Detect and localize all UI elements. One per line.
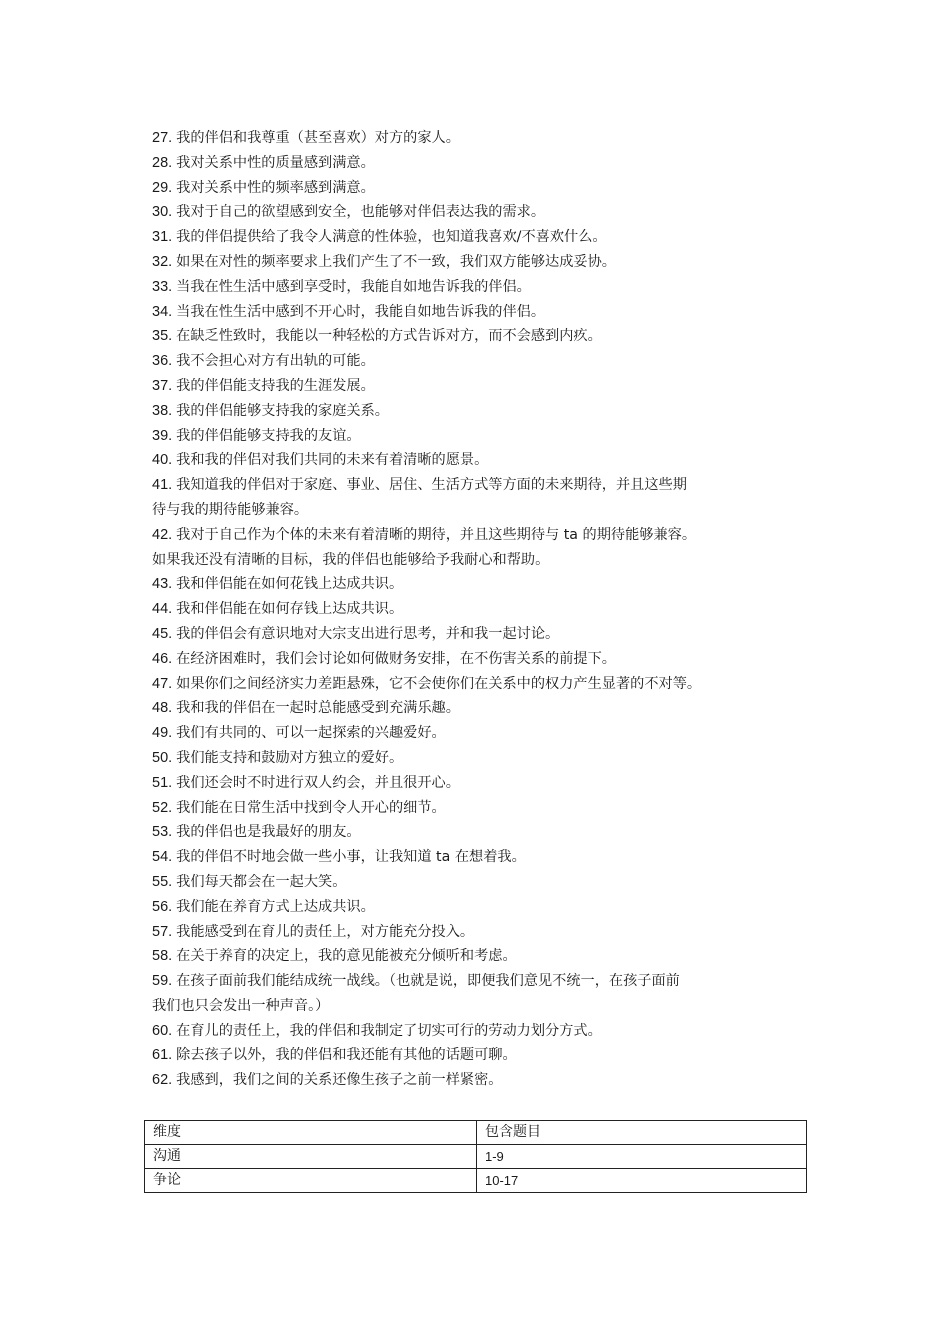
item-number: 51.: [152, 774, 173, 791]
list-item: [152, 473, 802, 498]
list-item: [152, 870, 802, 895]
item-number: 31.: [152, 229, 173, 246]
list-item: [152, 399, 802, 424]
item-text: 我们能支持和鼓励对方独立的爱好。: [176, 749, 404, 766]
item-text: 我和我的伴侣对我们共同的未来有着清晰的愿景。: [176, 452, 489, 469]
item-text: 在孩子面前我们能结成统一战线。（也就是说，即便我们意见不统一，在孩子面前: [176, 973, 680, 990]
item-text: 我们每天都会在一起大笑。: [176, 873, 347, 890]
list-item: [152, 696, 802, 721]
item-text: 我们能在养育方式上达成共识。: [176, 898, 375, 915]
list-item: [152, 672, 802, 697]
item-text: 如果你们之间经济实力差距悬殊，它不会使你们在关系中的权力产生显著的不对等。: [176, 675, 702, 692]
question-list: [152, 126, 802, 1093]
item-text: 我能感受到在育儿的责任上，对方能充分投入。: [176, 923, 475, 940]
table-row: [145, 1169, 807, 1193]
item-text: 如果在对性的频率要求上我们产生了不一致，我们双方能够达成妥协。: [176, 253, 616, 270]
item-text: 我和伴侣能在如何存钱上达成共识。: [176, 601, 404, 618]
item-number: 62.: [152, 1072, 173, 1089]
item-number: 29.: [152, 179, 173, 196]
item-number: 33.: [152, 278, 173, 295]
item-text: 我的伴侣和我尊重（甚至喜欢）对方的家人。: [176, 130, 460, 146]
item-text: 我们有共同的、可以一起探索的兴趣爱好。: [176, 725, 446, 742]
list-item: [152, 374, 802, 399]
item-text: 除去孩子以外，我的伴侣和我还能有其他的话题可聊。: [176, 1047, 517, 1064]
list-item-continuation: [152, 548, 802, 573]
item-text: 在育儿的责任上，我的伴侣和我制定了切实可行的劳动力划分方式。: [176, 1022, 602, 1039]
item-text: 我们也只会发出一种声音。）: [152, 997, 330, 1014]
list-item: [152, 796, 802, 821]
item-number: 27.: [152, 130, 173, 146]
item-text: 我对关系中性的质量感到满意。: [176, 154, 375, 171]
list-item: [152, 969, 802, 994]
item-number: 37.: [152, 377, 173, 394]
item-number: 43.: [152, 576, 173, 593]
item-number: 49.: [152, 725, 173, 742]
item-text: 我不会担心对方有出轨的可能。: [176, 353, 375, 370]
item-text: 我的伴侣提供给了我令人满意的性体验，也知道我喜欢/不喜欢什么。: [176, 229, 607, 246]
item-number: 36.: [152, 353, 173, 370]
list-item-continuation: [152, 498, 802, 523]
item-number: 60.: [152, 1022, 173, 1039]
list-item: [152, 176, 802, 201]
item-text: 我和我的伴侣在一起时总能感受到充满乐趣。: [176, 700, 460, 717]
item-number: 59.: [152, 973, 173, 990]
item-text: 我的伴侣会有意识地对大宗支出进行思考，并和我一起讨论。: [176, 625, 560, 642]
item-number: 61.: [152, 1047, 173, 1064]
item-number: 57.: [152, 923, 173, 940]
item-text: 我们还会时不时进行双人约会，并且很开心。: [176, 774, 460, 791]
list-item: [152, 572, 802, 597]
list-item: [152, 424, 802, 449]
item-text: 待与我的期待能够兼容。: [152, 501, 309, 518]
table-header-row: [145, 1121, 807, 1145]
item-number: 55.: [152, 873, 173, 890]
item-number: 45.: [152, 625, 173, 642]
item-text: 我们能在日常生活中找到令人开心的细节。: [176, 799, 446, 816]
list-item: [152, 597, 802, 622]
item-number: 35.: [152, 328, 173, 345]
item-number: 48.: [152, 700, 173, 717]
table-cell-items: 1-9: [477, 1145, 807, 1169]
item-text: 我的伴侣能支持我的生涯发展。: [176, 377, 375, 394]
list-item: [152, 721, 802, 746]
list-item: [152, 126, 802, 151]
item-text: 我感到，我们之间的关系还像生孩子之前一样紧密。: [176, 1072, 503, 1089]
item-number: 40.: [152, 452, 173, 469]
item-text: 我的伴侣能够支持我的友谊。: [176, 427, 361, 444]
item-number: 52.: [152, 799, 173, 816]
list-item: [152, 622, 802, 647]
item-text: 当我在性生活中感到不开心时，我能自如地告诉我的伴侣。: [176, 303, 546, 320]
list-item: [152, 845, 802, 870]
dimension-table: [144, 1120, 807, 1193]
item-number: 53.: [152, 824, 173, 841]
item-number: 58.: [152, 948, 173, 965]
table-cell-items: 10-17: [477, 1169, 807, 1193]
list-item: [152, 771, 802, 796]
item-text: 我的伴侣也是我最好的朋友。: [176, 824, 361, 841]
list-item: [152, 895, 802, 920]
list-item-continuation: [152, 994, 802, 1019]
table-row: [145, 1145, 807, 1169]
list-item: [152, 225, 802, 250]
item-text: 我知道我的伴侣对于家庭、事业、居住、生活方式等方面的未来期待，并且这些期: [176, 477, 687, 494]
item-number: 28.: [152, 154, 173, 171]
item-number: 32.: [152, 253, 173, 270]
list-item: [152, 448, 802, 473]
list-item: [152, 944, 802, 969]
item-number: 46.: [152, 650, 173, 667]
item-text: 在缺乏性致时，我能以一种轻松的方式告诉对方，而不会感到内疚。: [176, 328, 602, 345]
item-number: 56.: [152, 898, 173, 915]
item-text: 我和伴侣能在如何花钱上达成共识。: [176, 576, 404, 593]
item-number: 38.: [152, 402, 173, 419]
list-item: [152, 920, 802, 945]
item-text: 我对于自己的欲望感到安全，也能够对伴侣表达我的需求。: [176, 204, 546, 221]
item-text: 如果我还没有清晰的目标，我的伴侣也能够给予我耐心和帮助。: [152, 551, 550, 568]
list-item: [152, 523, 802, 548]
item-number: 42.: [152, 526, 173, 543]
list-item: [152, 250, 802, 275]
table-cell-dimension: 争论: [145, 1169, 477, 1193]
item-text: 我的伴侣不时地会做一些小事，让我知道 ta 在想着我。: [176, 849, 526, 866]
list-item: [152, 151, 802, 176]
list-item: [152, 647, 802, 672]
table-cell-dimension: 沟通: [145, 1145, 477, 1169]
item-text: 我对关系中性的频率感到满意。: [176, 179, 375, 196]
item-number: 54.: [152, 849, 173, 866]
item-number: 34.: [152, 303, 173, 320]
list-item: [152, 1043, 802, 1068]
list-item: [152, 200, 802, 225]
item-text: 当我在性生活中感到享受时，我能自如地告诉我的伴侣。: [176, 278, 531, 295]
item-number: 30.: [152, 204, 173, 221]
item-number: 50.: [152, 749, 173, 766]
item-text: 我对于自己作为个体的未来有着清晰的期待，并且这些期待与 ta 的期待能够兼容。: [176, 526, 697, 543]
list-item: [152, 1068, 802, 1093]
list-item: [152, 324, 802, 349]
table-header-cell: 维度: [145, 1121, 477, 1145]
list-item: [152, 820, 802, 845]
list-item: [152, 746, 802, 771]
table-header-cell: 包含题目: [477, 1121, 807, 1145]
item-number: 41.: [152, 477, 173, 494]
item-number: 44.: [152, 601, 173, 618]
list-item: [152, 1019, 802, 1044]
item-number: 39.: [152, 427, 173, 444]
item-number: 47.: [152, 675, 173, 692]
item-text: 在关于养育的决定上，我的意见能被充分倾听和考虑。: [176, 948, 517, 965]
item-text: 我的伴侣能够支持我的家庭关系。: [176, 402, 389, 419]
list-item: [152, 275, 802, 300]
list-item: [152, 349, 802, 374]
list-item: [152, 300, 802, 325]
item-text: 在经济困难时，我们会讨论如何做财务安排，在不伤害关系的前提下。: [176, 650, 616, 667]
